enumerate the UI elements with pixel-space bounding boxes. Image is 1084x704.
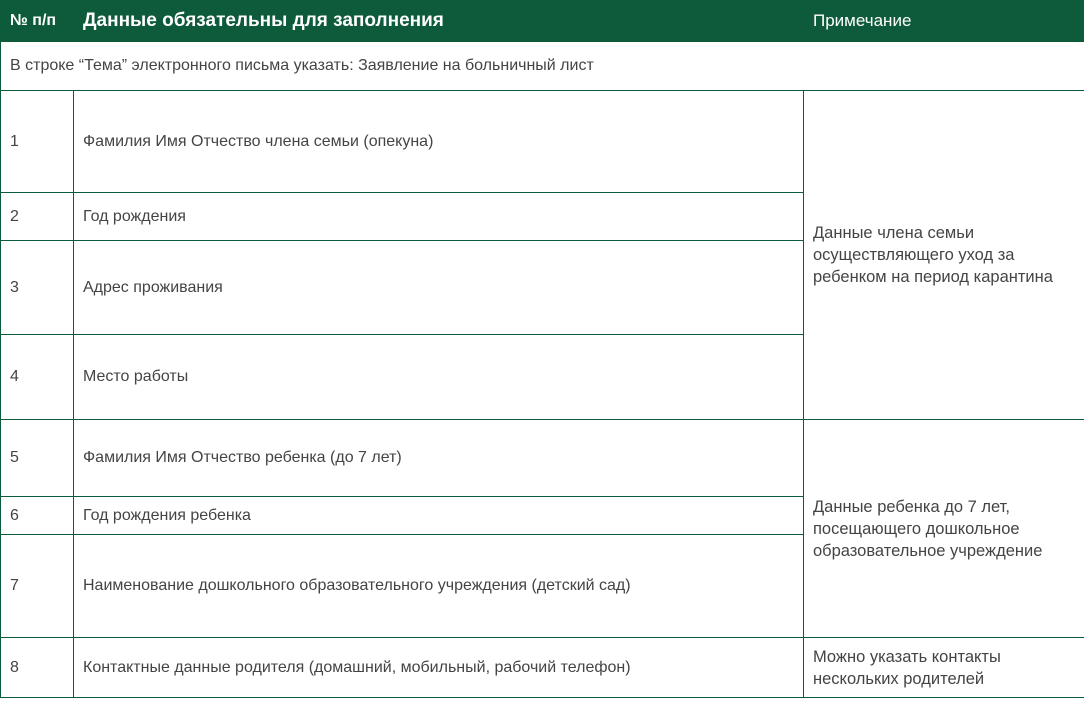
row-label: Фамилия Имя Отчество ребенка (до 7 лет) <box>74 420 804 497</box>
header-number: № п/п <box>1 1 74 42</box>
row-number: 8 <box>1 638 74 698</box>
row-number: 4 <box>1 335 74 420</box>
row-number: 1 <box>1 91 74 193</box>
note-family-member: Данные члена семьи осуществляющего уход за ребенком на период карантина <box>804 91 1084 420</box>
row-number: 2 <box>1 193 74 241</box>
row-label: Контактные данные родителя (домашний, мобильный, рабочий телефон) <box>74 638 804 698</box>
row-number: 7 <box>1 535 74 638</box>
header-required-data: Данные обязательны для заполнения <box>74 1 804 42</box>
row-label: Год рождения <box>74 193 804 241</box>
row-number: 3 <box>1 241 74 335</box>
row-number: 6 <box>1 497 74 535</box>
row-label: Год рождения ребенка <box>74 497 804 535</box>
subject-instruction-row <box>1 42 1084 91</box>
row-label: Фамилия Имя Отчество члена семьи (опекуна) <box>74 91 804 193</box>
header-note: Примечание <box>804 1 1084 42</box>
row-label: Место работы <box>74 335 804 420</box>
note-contacts: Можно указать контакты нескольких родителей <box>804 638 1084 698</box>
subject-instruction: В строке “Тема” электронного письма указать: Заявление на больничный лист <box>1 42 1084 91</box>
table-row <box>1 638 1084 698</box>
table-row <box>1 91 1084 193</box>
row-label: Адрес проживания <box>74 241 804 335</box>
note-child: Данные ребенка до 7 лет, посещающего дошкольное образовательное учреждение <box>804 420 1084 638</box>
table-row <box>1 420 1084 497</box>
table-header-row <box>1 1 1084 42</box>
row-number: 5 <box>1 420 74 497</box>
row-label: Наименование дошкольного образовательного учреждения (детский сад) <box>74 535 804 638</box>
